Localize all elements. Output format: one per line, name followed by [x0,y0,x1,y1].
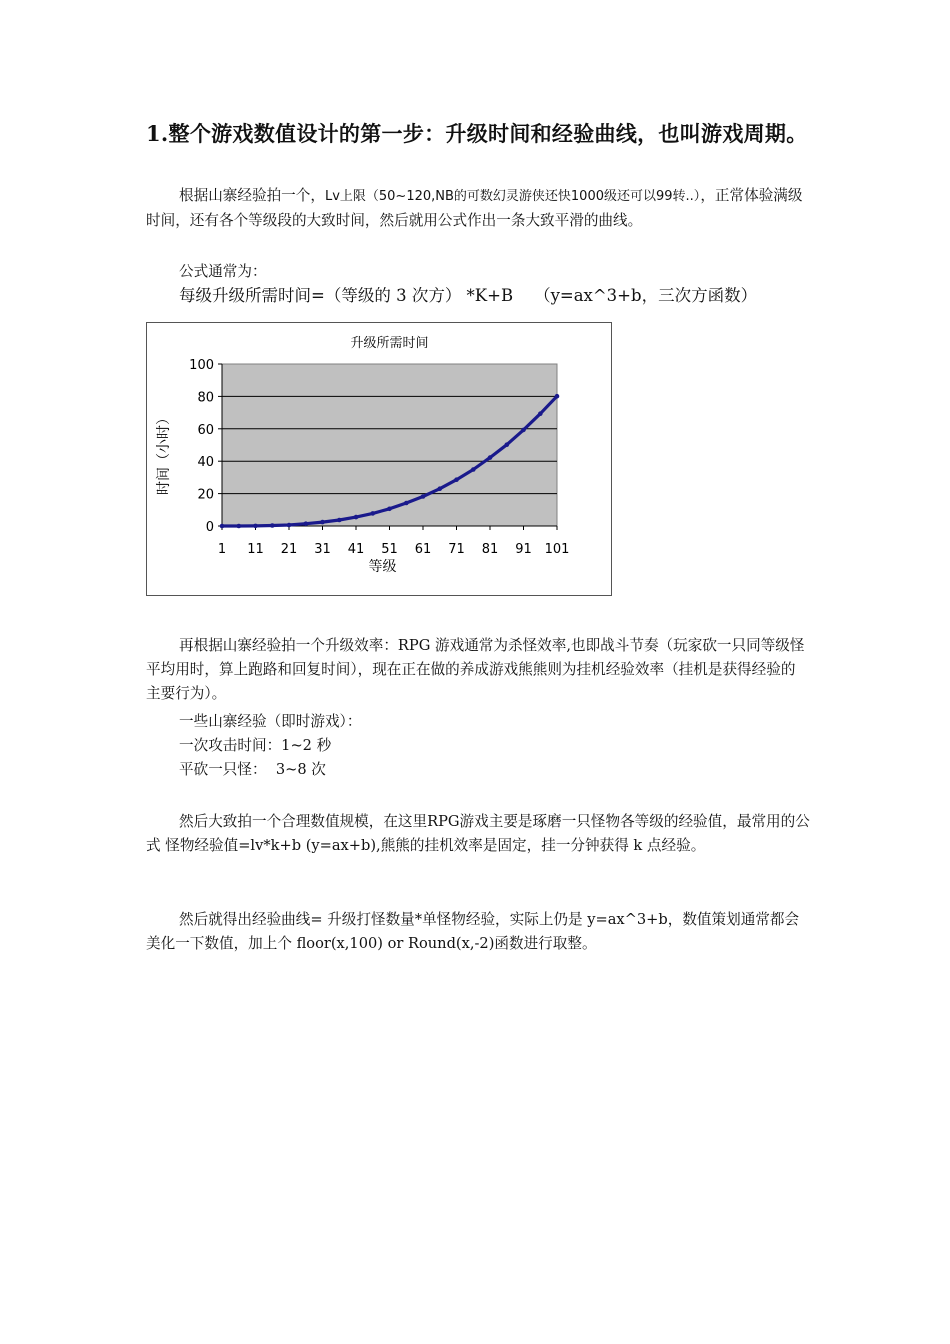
series-point [354,515,359,520]
series-point [555,394,560,399]
x-tick-label: 51 [381,542,398,557]
series-point [337,518,342,523]
x-tick-label: 41 [347,542,365,557]
y-axis-label: 时间（小时） [156,411,172,495]
curve-paragraph: 然后就得出经验曲线= 升级打怪数量*单怪物经验，实际上仍是 y=ax^3+b，数值策划通常都会美化一下数值，加上个 floor(x,100) or Round(x,-2)函数进行取整。 [146,911,800,952]
intro-text-1: 根据山寨经验拍一个， [179,187,325,204]
chart-title: 升级所需时间 [350,336,429,351]
series-point [237,524,242,529]
x-tick-label: 61 [414,542,432,557]
y-tick-label: 80 [197,390,214,406]
series-point [371,511,376,516]
intro-text-sans: Lv上限（50~120,NB的可数幻灵游侠还快1000级还可以99转..） [324,189,701,204]
series-point [220,524,225,529]
x-tick-label: 101 [544,542,570,557]
series-point [538,411,543,416]
y-tick-label: 0 [205,520,214,535]
y-tick-label: 20 [197,487,214,503]
attack-time-line: 一次攻击时间：1~2 秒 [179,737,332,754]
y-tick-label: 40 [197,455,214,471]
x-tick-label: 21 [280,542,298,557]
series-point [387,507,392,512]
series-point [438,486,443,491]
formula-line: 每级升级所需时间=（等级的 3 次方） *K+B （y=ax^3+b，三次方函数） [179,286,758,305]
x-tick-label: 11 [247,542,264,557]
experience-intro: 一些山寨经验（即时游戏）： [179,713,362,730]
series-point [320,520,325,525]
series-point [270,523,275,528]
series-point [404,501,409,506]
x-axis-label: 等级 [368,559,397,575]
series-point [488,455,493,460]
x-tick-label: 1 [217,542,227,557]
series-point [421,494,426,499]
scale-paragraph: 然后大致拍一个合理数值规模，在这里RPG游戏主要是琢磨一只怪物各等级的经验值，最常用的公式 怪物经验值=lv*k+b (y=ax+b),熊熊的挂机效率是固定，挂一分钟获得 k 点经验。 [146,813,810,854]
x-tick-label: 81 [481,542,499,557]
section-heading: 1.整个游戏数值设计的第一步：升级时间和经验曲线，也叫游戏周期。 [146,121,808,146]
kill-hits-line: 平砍一只怪： 3~8 次 [179,761,326,778]
y-tick-label: 60 [197,422,214,438]
series-point [287,523,292,528]
series-point [505,442,510,447]
series-point [304,521,309,526]
efficiency-paragraph: 再根据山寨经验拍一个升级效率：RPG 游戏通常为杀怪效率,也即战斗节奏（玩家砍一只同等级怪平均用时，算上跑路和回复时间），现在正在做的养成游戏熊熊则为挂机经验效率（挂机是获得经验的主要行为）。 [146,637,805,702]
series-point [471,467,476,472]
x-tick-label: 31 [314,542,331,557]
series-point [454,477,459,482]
x-tick-label: 71 [448,542,465,557]
formula-intro: 公式通常为： [179,263,267,280]
chart-svg [147,323,611,595]
series-point [253,524,258,529]
level-time-chart [146,322,612,596]
x-tick-label: 91 [515,542,532,557]
y-tick-label: 100 [189,358,214,373]
series-point [521,428,526,433]
intro-paragraph [146,184,810,233]
intro-text-2: ，正常体验满级时间，还有各个等级段的大致时间，然后就用公式作出一条大致平滑的曲线。 [146,187,803,229]
